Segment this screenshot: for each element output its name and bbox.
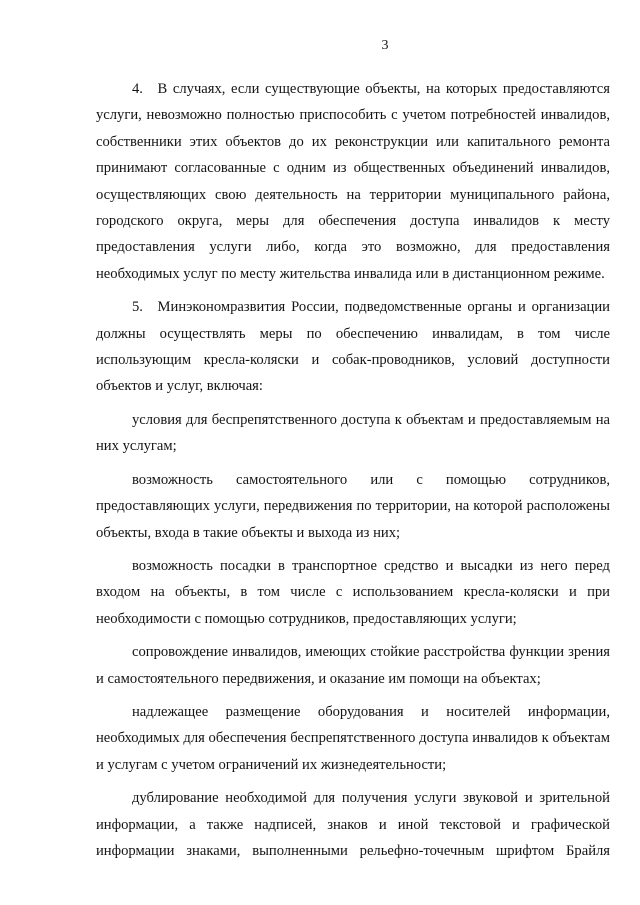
list-item-braille-duplication: дублирование необходимой для получения услуги звуковой и зрительной информации, а также надписей, знаков и иной текстовой и графической информации знаками, выполненными рельефно-точечным шрифтом Брайля	[96, 790, 610, 859]
list-item-transport: возможность посадки в транспортное средство и высадки из него перед входом на объекты, в том числе с использованием кресла-коляски и при необходимости с помощью сотрудников, предоставляющих услуги;	[96, 557, 610, 627]
list-item-movement: возможность самостоятельного или с помощью сотрудников, предоставляющих услуги, передвижения по территории, на которой расположены объекты, входа в такие объекты и выхода из них;	[96, 471, 610, 541]
page-number: 3	[381, 38, 389, 53]
paragraph-item-5: 5. Минэкономразвития России, подведомственные органы и организации должны осуществлять меры по обеспечению инвалидам, в том числе использующим кресла-коляски и собак-проводников, условий доступности объектов и услуг, включая:	[96, 299, 610, 395]
list-item-escort: сопровождение инвалидов, имеющих стойкие расстройства функции зрения и самостоятельного передвижения, и оказание им помощи на объектах;	[96, 644, 610, 687]
list-item-access-conditions: условия для беспрепятственного доступа к объектам и предоставляемым на них услугам;	[96, 411, 610, 455]
paragraph-item-4: 4. В случаях, если существующие объекты, на которых предоставляются услуги, невозможно полностью приспособить с учетом потребностей инвалидов, собственники этих объектов до их реконструкции или капитального ремонта принимают согласованные с одним из общественных объединений инвалидов, осуществляющих свою деятельность на территории муниципального района, городского округа, меры для обеспечения доступа инвалидов к месту предоставления услуги либо, когда это возможно, для предоставления необходимых услуг по месту жительства инвалида или в дистанционном режиме.	[96, 81, 610, 282]
list-item-equipment-placement: надлежащее размещение оборудования и носителей информации, необходимых для обеспечения беспрепятственного доступа инвалидов к объектам и услугам с учетом ограничений их жизнедеятельности;	[96, 703, 610, 773]
